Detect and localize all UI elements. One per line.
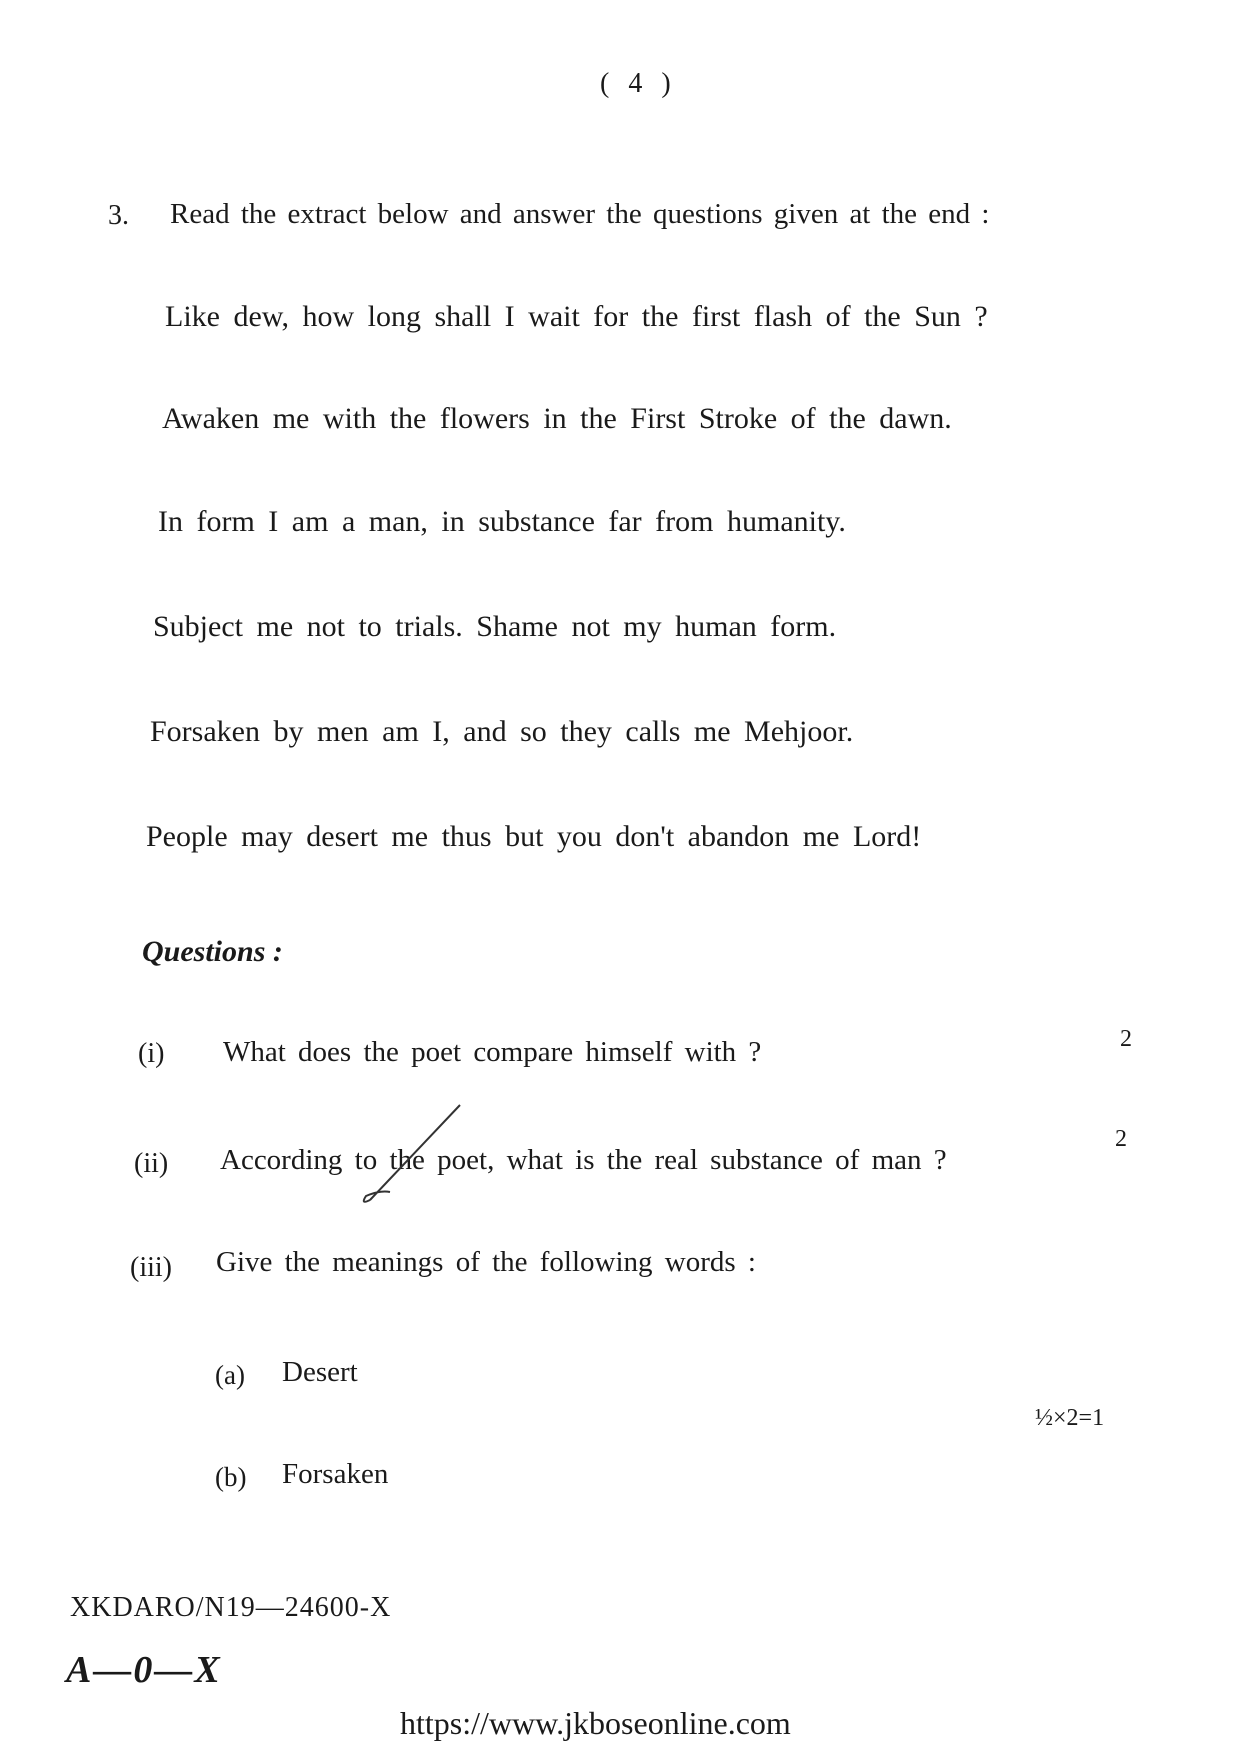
sub-question-text: Give the meanings of the following words : — [216, 1246, 756, 1278]
paper-code: XKDARO/N19—24600-X — [70, 1592, 392, 1623]
question-instruction: Read the extract below and answer the questions given at the end : — [170, 198, 990, 230]
marks-label: 2 — [1115, 1126, 1127, 1152]
sub-question-number: (ii) — [134, 1148, 169, 1179]
poem-line: People may desert me thus but you don't abandon me Lord! — [146, 820, 922, 853]
option-label: (b) — [215, 1462, 247, 1492]
option-word: Forsaken — [282, 1458, 389, 1490]
poem-line: Awaken me with the flowers in the First Stroke of the dawn. — [162, 402, 952, 435]
option-label: (a) — [215, 1360, 245, 1390]
sub-question-number: (i) — [138, 1038, 165, 1069]
question-number: 3. — [108, 200, 129, 231]
pen-tick-mark-icon — [360, 1100, 480, 1210]
poem-line: In form I am a man, in substance far from humanity. — [158, 505, 846, 538]
sub-question-text: What does the poet compare himself with ? — [223, 1036, 762, 1068]
option-word: Desert — [282, 1356, 358, 1388]
sub-question-text: According to the poet, what is the real substance of man ? — [220, 1144, 947, 1176]
poem-line: Subject me not to trials. Shame not my human form. — [153, 610, 837, 643]
marks-label: 2 — [1120, 1026, 1132, 1052]
poem-line: Forsaken by men am I, and so they calls me Mehjoor. — [150, 715, 854, 748]
marks-label: ½×2=1 — [1035, 1405, 1105, 1431]
source-url: https://www.jkboseonline.com — [400, 1705, 791, 1741]
questions-heading: Questions : — [142, 935, 283, 968]
paper-series: A—0—X — [66, 1649, 222, 1691]
sub-question-number: (iii) — [130, 1252, 172, 1283]
page-number: ( 4 ) — [600, 68, 677, 99]
poem-line: Like dew, how long shall I wait for the first flash of the Sun ? — [165, 300, 988, 333]
